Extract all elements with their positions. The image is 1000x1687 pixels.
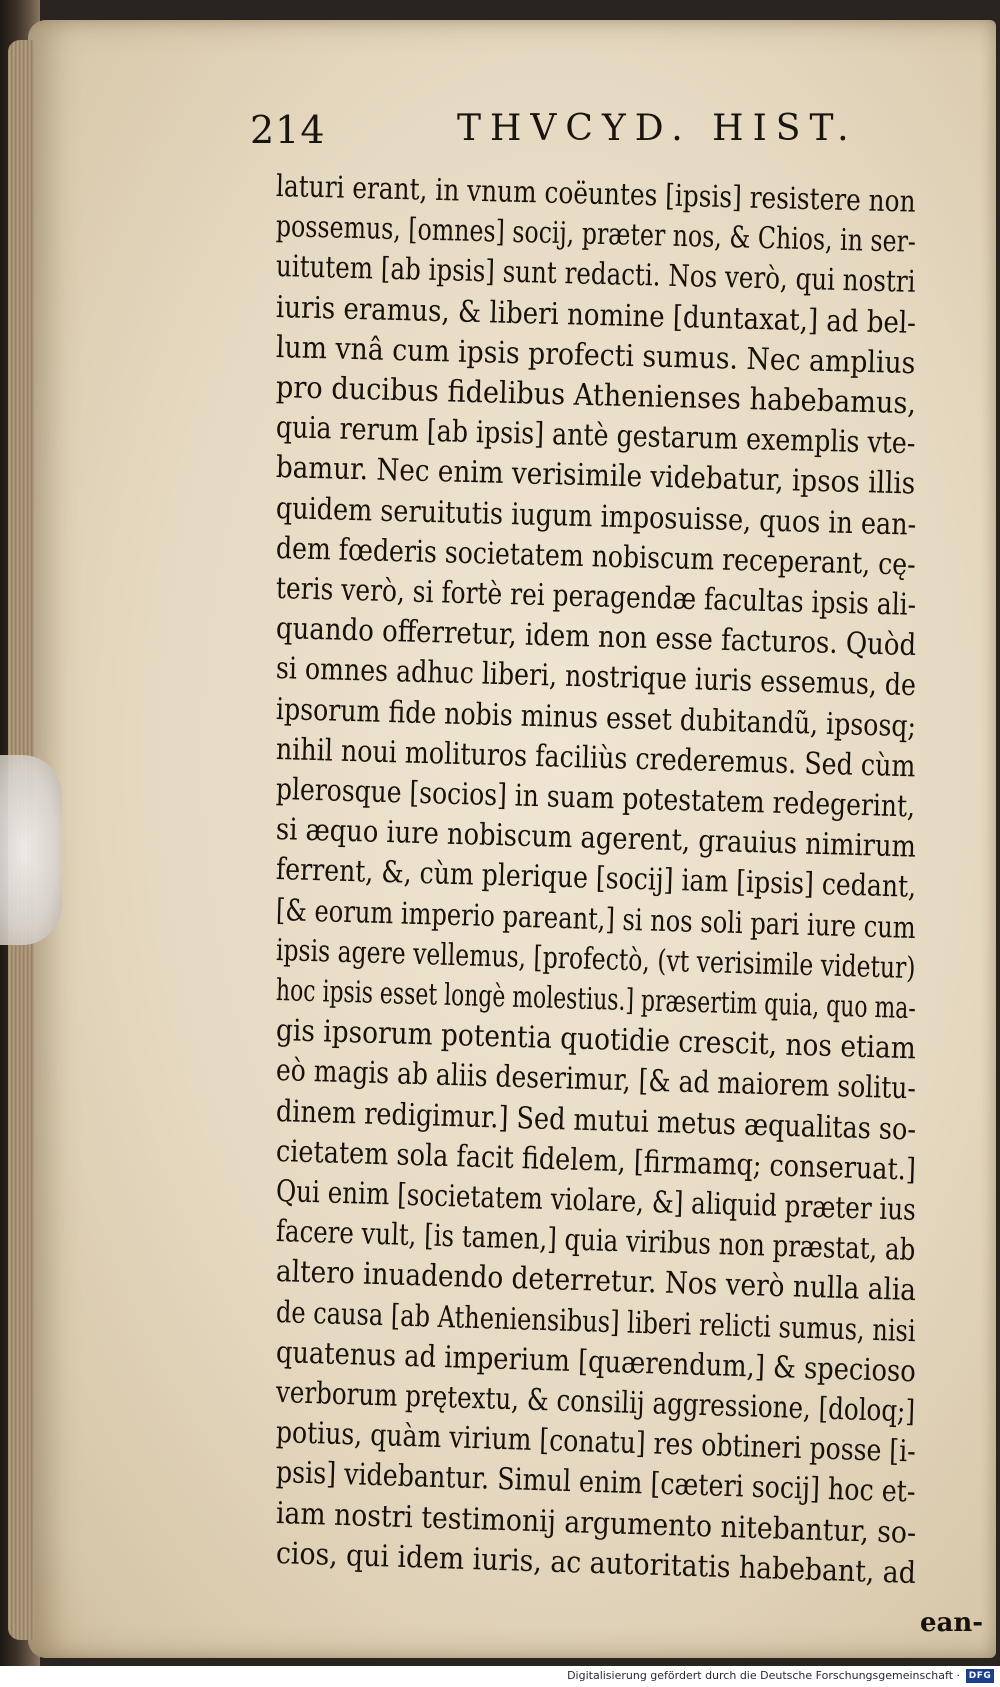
running-title: THVCYD. HIST. <box>457 108 858 149</box>
text-line: dem fœderis societatem nobiscum receperant, cę- <box>275 530 917 583</box>
text-line: plerosque [socios] in suam potestatem redegerint, <box>275 772 916 825</box>
text-line: pro ducibus fidelibus Athenienses habebamus, <box>275 370 917 422</box>
text-line: si æquo iure nobiscum agerent, grauius nimirum <box>275 812 917 865</box>
text-line: possemus, [omnes] socij, præter nos, & Chios, in ser- <box>275 209 917 260</box>
text-line: quia rerum [ab ipsis] antè gestarum exemplis vte- <box>275 410 916 462</box>
text-line: eò magis ab aliis deserimur, [& ad maiorem solitu- <box>275 1053 917 1107</box>
text-line: ferrent, &, cùm plerique [socij] iam [ipsis] cedant, <box>275 852 917 906</box>
text-line: si omnes adhuc liberi, nostrique iuris essemus, de <box>275 651 917 704</box>
text-line: potius, quàm virium [conatu] res obtineri posse [i- <box>275 1415 917 1470</box>
text-line: quidem seruitutis iugum imposuisse, quos in ean- <box>275 490 917 543</box>
text-line: cietatem sola facit fidelem, [firmamq; conseruat.] <box>275 1133 917 1188</box>
dfg-logo: DFG <box>966 1669 994 1683</box>
catchword: ean- <box>920 1608 984 1638</box>
text-line: iam nostri testimonij argumento nitebantur, so- <box>275 1495 917 1551</box>
text-line: Qui enim [societatem violare, &] aliquid præter ius <box>275 1174 917 1228</box>
text-line: dinem redigimur.] Sed mutui metus æqualitas so- <box>275 1093 917 1148</box>
text-line: psis] videbantur. Simul enim [cæteri socij] hoc et- <box>275 1455 916 1511</box>
text-line: gis ipsorum potentia quotidie crescit, nos etiam <box>275 1013 917 1067</box>
text-line: facere vult, [is tamen,] quia viribus non præstat, ab <box>275 1214 916 1269</box>
text-line: verborum prętextu, & consilij aggressione, [doloq;] <box>275 1375 916 1430</box>
text-line: quatenus ad imperium [quærendum,] & specioso <box>275 1334 917 1390</box>
text-line: nihil noui molituros faciliùs crederemus. Sed cùm <box>275 731 916 785</box>
text-line: cios, qui idem iuris, ac autoritatis habebant, ad <box>275 1535 917 1591</box>
text-line: lum vnâ cum ipsis profecti sumus. Nec amplius <box>275 329 916 381</box>
text-line: quando offerretur, idem non esse facturos. Quòd <box>275 611 917 664</box>
text-line: bamur. Nec enim verisimile videbatur, ipsos illis <box>275 450 916 502</box>
text-line: ipsis agere vellemus, [profectò, (vt verisimile videtur) <box>275 932 916 986</box>
text-line: iuris eramus, & liberi nomine [duntaxat,] ad bel- <box>275 289 917 341</box>
text-line: laturi erant, in vnum coëuntes [ipsis] resistere non <box>275 169 916 220</box>
digitization-footer <box>0 1666 1000 1687</box>
text-line: ipsorum fide nobis minus esset dubitandũ, ipsosq; <box>275 691 917 744</box>
text-line: teris verò, si fortè rei peragendæ facultas ipsis ali- <box>275 571 917 623</box>
thumb-holding-page <box>0 755 62 945</box>
text-line: de causa [ab Atheniensibus] liberi relicti sumus, nisi <box>275 1294 917 1349</box>
text-line: uitutem [ab ipsis] sunt redacti. Nos verò, qui nostri <box>275 249 916 301</box>
text-line: [& eorum imperio pareant,] si nos soli pari iure cum <box>275 892 917 946</box>
footer-credit-text: Digitalisierung gefördert durch die Deutsche Forschungsgemeinschaft · <box>567 1669 960 1682</box>
page-number: 214 <box>250 108 326 152</box>
running-head <box>250 108 950 168</box>
text-line: hoc ipsis esset longè molestius.] præsertim quia, quo ma- <box>275 973 917 1027</box>
text-line: altero inuadendo deterretur. Nos verò nulla alia <box>275 1254 917 1309</box>
